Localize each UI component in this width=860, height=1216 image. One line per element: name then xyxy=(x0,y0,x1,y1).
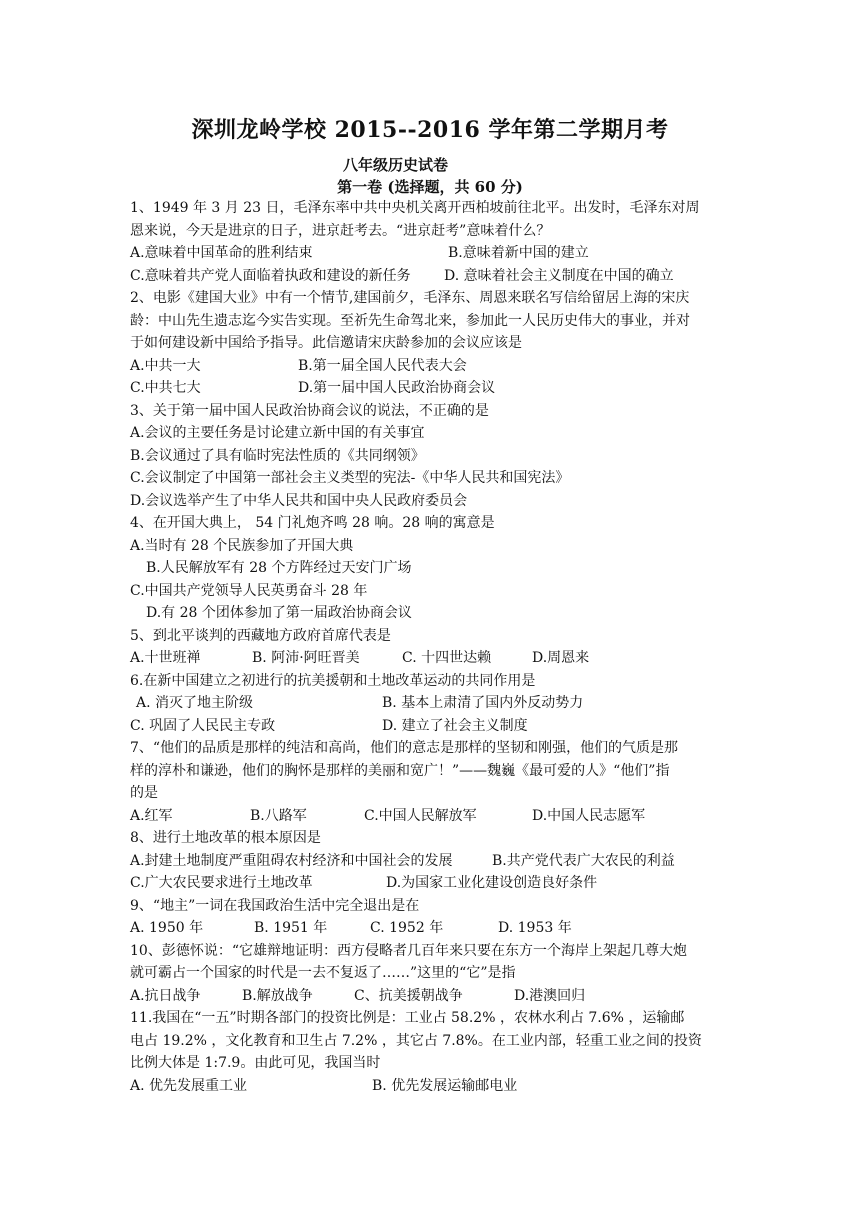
answer-option: A. 消灭了地主阶级 xyxy=(136,695,254,711)
answer-option: C. 十四世达赖 xyxy=(402,650,492,666)
answer-option: D. 意味着社会主义制度在中国的确立 xyxy=(444,267,674,284)
answer-option: A. 1950 年 xyxy=(130,920,204,936)
text-line: D.会议选举产生了中华人民共和国中央人民政府委员会 xyxy=(130,492,468,509)
option-row xyxy=(130,1075,740,1098)
answer-option: D.中国人民志愿军 xyxy=(532,807,646,824)
option-row xyxy=(130,265,740,288)
answer-option: B.共产党代表广大农民的利益 xyxy=(492,852,675,869)
text-line: 的是 xyxy=(130,785,158,801)
text-line: 2、电影《建国大业》中有一个情节,建国前夕，毛泽东、周恩来联名写信给留居上海的宋庆 xyxy=(130,290,690,306)
answer-option: A.抗日战争 xyxy=(130,987,201,1004)
answer-option: B. 1951 年 xyxy=(254,920,328,936)
option-row xyxy=(130,377,740,400)
answer-option: A. 优先发展重工业 xyxy=(130,1077,248,1094)
text-line: C.中国共产党领导人民英勇奋斗 28 年 xyxy=(130,582,368,599)
answer-option: B. 阿沛·阿旺晋美 xyxy=(252,650,360,666)
answer-option: C.广大农民要求进行土地改革 xyxy=(130,875,313,891)
option-row xyxy=(130,872,740,895)
text-line: 4、在开国大典上， 54 门礼炮齐鸣 28 响。28 响的寓意是 xyxy=(130,515,495,531)
text-line: 电占 19.2% ，文化教育和卫生占 7.2% ，其它占 7.8%。在工业内部，轻重工业之间的投资 xyxy=(130,1032,702,1049)
option-row xyxy=(130,917,740,940)
text-line: 8、进行土地改革的根本原因是 xyxy=(130,830,321,846)
text-line: B.会议通过了具有临时宪法性质的《共同纲领》 xyxy=(130,447,425,464)
answer-option: A.封建土地制度严重阻碍农村经济和中国社会的发展 xyxy=(130,852,453,869)
answer-option: A.十世班禅 xyxy=(130,650,201,666)
text-line: 就可霸占一个国家的时代是一去不复返了……”这里的“它”是指 xyxy=(130,965,516,981)
text-line: B.人民解放军有 28 个方阵经过天安门广场 xyxy=(146,560,412,576)
answer-option: B.八路军 xyxy=(250,807,307,824)
text-line: 7、“他们的品质是那样的纯洁和高尚，他们的意志是那样的坚韧和刚强，他们的气质是那 xyxy=(130,740,679,756)
text-line: 9、“地主”一词在我国政治生活中完全退出是在 xyxy=(130,897,420,914)
text-line: 比例大体是 1:7.9。由此可见，我国当时 xyxy=(130,1055,381,1071)
option-row xyxy=(130,242,740,265)
text-line: A.当时有 28 个民族参加了开国大典 xyxy=(130,537,354,554)
text-line: 6.在新中国建立之初进行的抗美援朝和土地改革运动的共同作用是 xyxy=(130,672,536,689)
answer-option: D.为国家工业化建设创造良好条件 xyxy=(386,875,598,891)
option-row xyxy=(130,715,740,738)
answer-option: C. 1952 年 xyxy=(370,920,444,936)
answer-option: A.中共一大 xyxy=(130,357,201,374)
text-line: 1、1949 年 3 月 23 日，毛泽东率中共中央机关离开西柏坡前往北平。出发时，毛泽东对周 xyxy=(130,200,700,216)
text-line: 3、关于第一届中国人民政治协商会议的说法，不正确的是 xyxy=(130,402,489,419)
answer-option: B.解放战争 xyxy=(242,987,313,1004)
answer-option: C.意味着共产党人面临着执政和建设的新任务 xyxy=(130,267,411,284)
text-line: D.有 28 个团体参加了第一届政治协商会议 xyxy=(146,605,412,621)
answer-option: C. 巩固了人民民主专政 xyxy=(130,717,276,734)
text-line: 5、到北平谈判的西藏地方政府首席代表是 xyxy=(130,627,391,644)
answer-option: A.红军 xyxy=(130,807,173,824)
answer-option: D. 1953 年 xyxy=(498,920,572,936)
text-line: 11.我国在“一五”时期各部门的投资比例是：工业占 58.2% ，农林水利占 7.6% ，运输邮 xyxy=(130,1010,685,1026)
question-body xyxy=(130,197,740,1097)
answer-option: C、抗美援朝战争 xyxy=(354,987,463,1004)
option-row xyxy=(130,647,740,670)
text-line: 于如何建设新中国给予指导。此信邀请宋庆龄参加的会议应该是 xyxy=(130,335,522,351)
option-row xyxy=(130,850,740,873)
answer-option: C.中国人民解放军 xyxy=(364,807,477,824)
answer-option: B.第一届全国人民代表大会 xyxy=(298,357,467,374)
answer-option: D.周恩来 xyxy=(532,650,590,666)
text-line: 样的淳朴和谦逊，他们的胸怀是那样的美丽和宽广！”——魏巍《最可爱的人》“他们”指 xyxy=(130,762,670,779)
answer-option: D.第一届中国人民政治协商会议 xyxy=(298,380,496,396)
option-row xyxy=(130,692,740,715)
text-line: A.会议的主要任务是讨论建立新中国的有关事宜 xyxy=(130,425,425,441)
answer-option: B. 优先发展运输邮电业 xyxy=(372,1077,518,1094)
answer-option: A.意味着中国革命的胜利结束 xyxy=(130,245,313,261)
answer-option: B.意味着新中国的建立 xyxy=(448,245,589,261)
text-line: 10、彭德怀说：“它雄辩地证明：西方侵略者几百年来只要在东方一个海岸上架起几尊大炮 xyxy=(130,942,687,959)
answer-option: D. 建立了社会主义制度 xyxy=(382,717,528,734)
exam-subtitle: 八年级历史试卷 xyxy=(343,156,449,174)
text-line: 恩来说，今天是进京的日子，进京赶考去。“进京赶考”意味着什么？ xyxy=(130,222,551,239)
option-row xyxy=(130,805,740,828)
text-line: 龄：中山先生遗志迄今实告实现。至祈先生命驾北来，参加此一人民历史伟大的事业，并对 xyxy=(130,312,690,329)
answer-option: B. 基本上肃清了国内外反动势力 xyxy=(382,695,584,711)
text-line: C.会议制定了中国第一部社会主义类型的宪法-《中华人民共和国宪法》 xyxy=(130,470,570,486)
option-row xyxy=(130,355,740,378)
section-heading: 第一卷 (选择题，共 60 分) xyxy=(337,178,523,196)
answer-option: D.港澳回归 xyxy=(514,987,586,1004)
exam-title: 深圳龙岭学校 2015--2016 学年第二学期月考 xyxy=(191,117,669,143)
option-row xyxy=(130,985,740,1008)
answer-option: C.中共七大 xyxy=(130,380,201,396)
